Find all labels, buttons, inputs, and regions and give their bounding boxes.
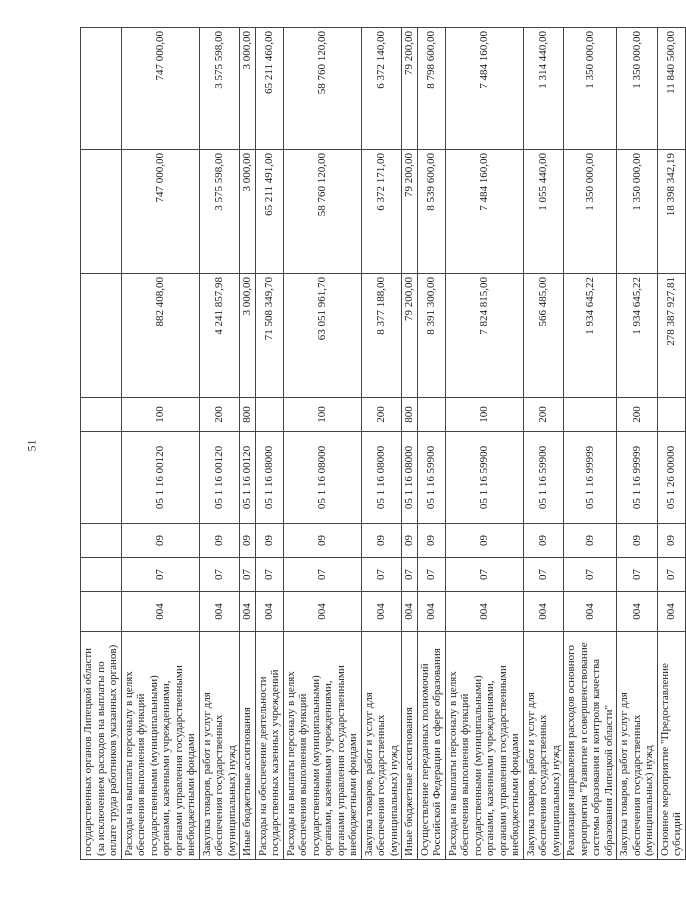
cell-ministry: 004	[283, 592, 361, 632]
cell-subsection: 09	[402, 524, 418, 558]
cell-expense-type	[657, 398, 685, 432]
cell-target	[81, 432, 122, 524]
cell-subsection: 09	[361, 524, 402, 558]
cell-name: Осуществление переданных полномочий Российской Федерации в сфере образования	[417, 632, 445, 860]
cell-name: Расходы на обеспечение деятельности государственных казенных учреждений	[255, 632, 283, 860]
cell-amount-year3: 7 484 160,00	[445, 28, 523, 150]
cell-amount-year3: 58 760 120,00	[283, 28, 361, 150]
cell-expense-type: 200	[617, 398, 658, 432]
cell-section: 07	[564, 558, 617, 592]
cell-amount-year2: 65 211 491,00	[255, 150, 283, 274]
cell-amount-year2	[81, 150, 122, 274]
cell-amount-year1: 278 387 927,81	[657, 274, 685, 398]
cell-expense-type: 800	[402, 398, 418, 432]
cell-amount-year1	[81, 274, 122, 398]
cell-ministry: 004	[617, 592, 658, 632]
cell-subsection: 09	[240, 524, 256, 558]
cell-name: Закупка товаров, работ и услуг для обеспечения государственных (муниципальных) нужд	[361, 632, 402, 860]
cell-amount-year3: 11 840 500,00	[657, 28, 685, 150]
table-row	[283, 28, 361, 860]
cell-amount-year2: 8 539 600,00	[417, 150, 445, 274]
cell-amount-year3: 6 372 140,00	[361, 28, 402, 150]
cell-target: 05 1 16 08000	[402, 432, 418, 524]
cell-expense-type: 100	[445, 398, 523, 432]
cell-amount-year1: 3 000,00	[240, 274, 256, 398]
cell-expense-type: 800	[240, 398, 256, 432]
cell-ministry: 004	[240, 592, 256, 632]
cell-expense-type	[255, 398, 283, 432]
cell-name: Закупка товаров, работ и услуг для обеспечения государственных (муниципальных) нужд	[199, 632, 240, 860]
table-row	[564, 28, 617, 860]
cell-ministry: 004	[417, 592, 445, 632]
cell-amount-year2: 7 484 160,00	[445, 150, 523, 274]
cell-amount-year1: 71 508 349,70	[255, 274, 283, 398]
cell-target: 05 1 16 59900	[445, 432, 523, 524]
cell-subsection: 09	[657, 524, 685, 558]
cell-subsection: 09	[417, 524, 445, 558]
cell-amount-year2: 747 000,00	[121, 150, 199, 274]
cell-amount-year3: 65 211 460,00	[255, 28, 283, 150]
cell-section: 07	[361, 558, 402, 592]
table-row	[417, 28, 445, 860]
cell-section: 07	[523, 558, 564, 592]
cell-amount-year1: 8 377 188,00	[361, 274, 402, 398]
cell-name: Расходы на выплаты персоналу в целях обеспечения выполнения функций государственными (муниципальными) органами, казенными учреждениями, органами управления государственными внебюджетными фондами	[445, 632, 523, 860]
table-row	[361, 28, 402, 860]
cell-ministry: 004	[199, 592, 240, 632]
cell-ministry: 004	[255, 592, 283, 632]
cell-section: 07	[445, 558, 523, 592]
cell-name: Расходы на выплаты персоналу в целях обеспечения выполнения функций государственными (муниципальными) органами, казенными учреждениями, органами управления государственными внебюджетными фондами	[121, 632, 199, 860]
table-row	[523, 28, 564, 860]
cell-ministry: 004	[564, 592, 617, 632]
cell-amount-year2: 3 000,00	[240, 150, 256, 274]
table-row	[402, 28, 418, 860]
cell-target: 05 1 16 59900	[417, 432, 445, 524]
cell-amount-year2: 1 055 440,00	[523, 150, 564, 274]
cell-expense-type: 200	[199, 398, 240, 432]
cell-amount-year1: 7 824 815,00	[445, 274, 523, 398]
cell-subsection: 09	[121, 524, 199, 558]
cell-amount-year2: 1 350 000,00	[564, 150, 617, 274]
cell-target: 05 1 16 99999	[617, 432, 658, 524]
cell-amount-year3: 1 350 000,00	[564, 28, 617, 150]
table-row	[255, 28, 283, 860]
table-row	[81, 28, 122, 860]
cell-amount-year2: 18 398 342,19	[657, 150, 685, 274]
cell-amount-year2: 58 760 120,00	[283, 150, 361, 274]
cell-amount-year2: 6 372 171,00	[361, 150, 402, 274]
rotated-table-wrapper	[80, 28, 683, 860]
cell-target: 05 1 16 08000	[283, 432, 361, 524]
cell-amount-year1: 882 408,00	[121, 274, 199, 398]
cell-amount-year2: 1 350 000,00	[617, 150, 658, 274]
cell-amount-year3: 79 200,00	[402, 28, 418, 150]
cell-target: 05 1 16 08000	[361, 432, 402, 524]
table-row	[445, 28, 523, 860]
cell-section: 07	[199, 558, 240, 592]
table-row	[617, 28, 658, 860]
cell-name: государственных органов Липецкой области (за исключением расходов на выплаты по оплате труда работников указанных органов)	[81, 632, 122, 860]
cell-name: Иные бюджетные ассигнования	[402, 632, 418, 860]
cell-subsection	[81, 524, 122, 558]
cell-subsection: 09	[199, 524, 240, 558]
cell-section: 07	[657, 558, 685, 592]
cell-section: 07	[617, 558, 658, 592]
cell-section	[81, 558, 122, 592]
cell-ministry: 004	[445, 592, 523, 632]
cell-target: 05 1 16 00120	[121, 432, 199, 524]
table-row	[121, 28, 199, 860]
cell-ministry: 004	[121, 592, 199, 632]
cell-amount-year3: 747 000,00	[121, 28, 199, 150]
table-row	[240, 28, 256, 860]
cell-name: Расходы на выплаты персоналу в целях обеспечения выполнения функций государственными (муниципальными) органами, казенными учреждениями, органами управления государственными внебюджетными фондами	[283, 632, 361, 860]
cell-target: 05 1 16 00120	[240, 432, 256, 524]
cell-ministry: 004	[657, 592, 685, 632]
cell-amount-year2: 3 575 598,00	[199, 150, 240, 274]
cell-section: 07	[255, 558, 283, 592]
cell-section: 07	[402, 558, 418, 592]
cell-amount-year3: 1 350 000,00	[617, 28, 658, 150]
cell-subsection: 09	[255, 524, 283, 558]
cell-target: 05 1 16 00120	[199, 432, 240, 524]
page-number: 51	[24, 439, 39, 452]
cell-expense-type: 200	[523, 398, 564, 432]
cell-amount-year1: 79 200,00	[402, 274, 418, 398]
cell-amount-year3	[81, 28, 122, 150]
cell-ministry	[81, 592, 122, 632]
cell-section: 07	[283, 558, 361, 592]
cell-expense-type: 100	[283, 398, 361, 432]
cell-target: 05 1 26 00000	[657, 432, 685, 524]
cell-target: 05 1 16 99999	[564, 432, 617, 524]
cell-amount-year1: 1 934 645,22	[564, 274, 617, 398]
cell-target: 05 1 16 08000	[255, 432, 283, 524]
cell-amount-year3: 1 314 440,00	[523, 28, 564, 150]
cell-ministry: 004	[402, 592, 418, 632]
cell-subsection: 09	[523, 524, 564, 558]
cell-subsection: 09	[564, 524, 617, 558]
table-body	[81, 28, 686, 860]
cell-amount-year1: 63 051 961,70	[283, 274, 361, 398]
cell-name: Закупка товаров, работ и услуг для обеспечения государственных (муниципальных) нужд	[523, 632, 564, 860]
cell-amount-year3: 8 798 600,00	[417, 28, 445, 150]
budget-table	[80, 27, 686, 860]
cell-name: Реализация направления расходов основного мероприятия "Развитие и совершенствование системы образования и контроля качества образования Липецкой области"	[564, 632, 617, 860]
cell-section: 07	[417, 558, 445, 592]
cell-amount-year1: 4 241 857,98	[199, 274, 240, 398]
cell-name: Закупка товаров, работ и услуг для обеспечения государственных (муниципальных) нужд	[617, 632, 658, 860]
cell-amount-year3: 3 000,00	[240, 28, 256, 150]
cell-name: Иные бюджетные ассигнования	[240, 632, 256, 860]
cell-expense-type	[417, 398, 445, 432]
cell-section: 07	[240, 558, 256, 592]
cell-subsection: 09	[283, 524, 361, 558]
table-row	[199, 28, 240, 860]
cell-amount-year3: 3 575 598,00	[199, 28, 240, 150]
cell-ministry: 004	[361, 592, 402, 632]
cell-ministry: 004	[523, 592, 564, 632]
cell-subsection: 09	[445, 524, 523, 558]
cell-amount-year1: 1 934 645,22	[617, 274, 658, 398]
cell-amount-year1: 566 485,00	[523, 274, 564, 398]
cell-amount-year1: 8 391 300,00	[417, 274, 445, 398]
cell-expense-type: 200	[361, 398, 402, 432]
cell-section: 07	[121, 558, 199, 592]
table-row	[657, 28, 685, 860]
cell-subsection: 09	[617, 524, 658, 558]
cell-expense-type	[564, 398, 617, 432]
cell-amount-year2: 79 200,00	[402, 150, 418, 274]
cell-name: Основное мероприятие "Предоставление субсидий	[657, 632, 685, 860]
cell-expense-type: 100	[121, 398, 199, 432]
cell-target: 05 1 16 59900	[523, 432, 564, 524]
cell-expense-type	[81, 398, 122, 432]
